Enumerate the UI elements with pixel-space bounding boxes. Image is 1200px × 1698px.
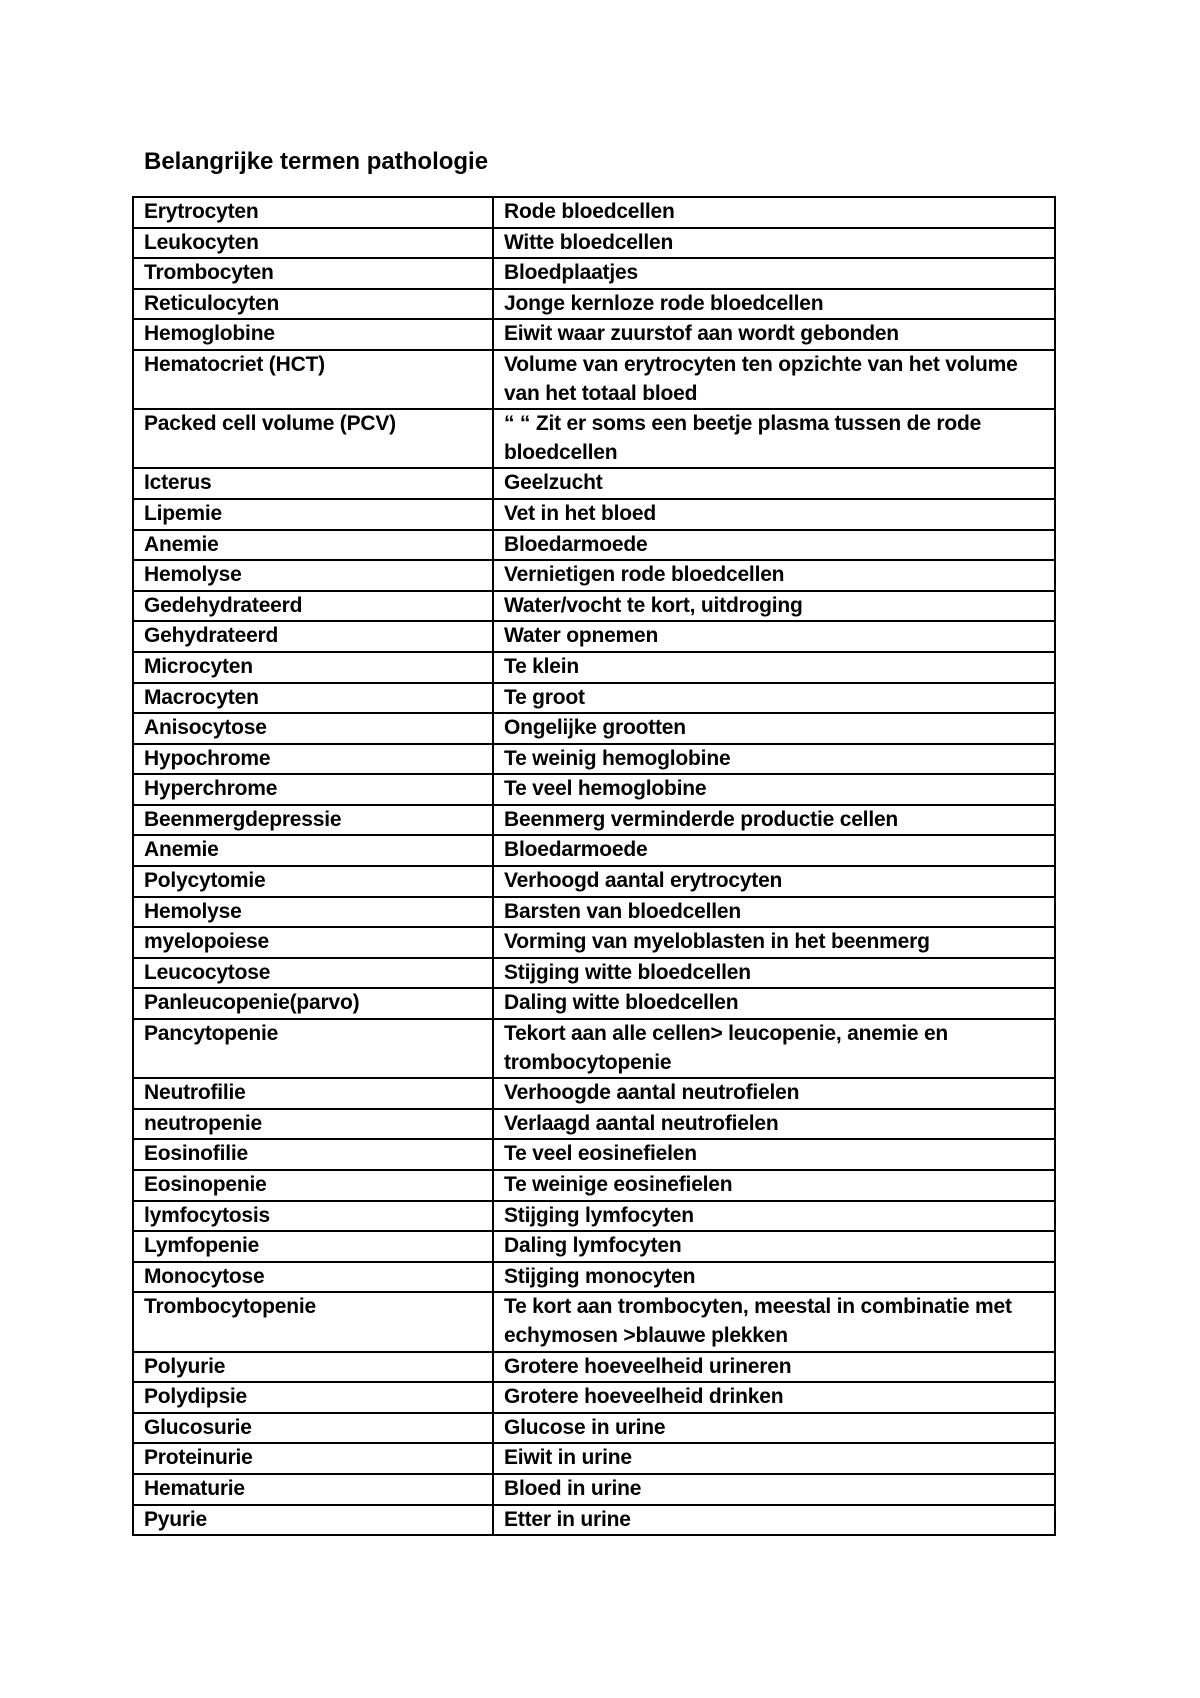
term-cell: Polycytomie — [133, 866, 493, 897]
definition-cell: Jonge kernloze rode bloedcellen — [493, 289, 1055, 320]
definition-cell: Eiwit waar zuurstof aan wordt gebonden — [493, 319, 1055, 350]
term-cell: Hypochrome — [133, 744, 493, 775]
term-cell: Pyurie — [133, 1505, 493, 1536]
term-cell: Proteinurie — [133, 1443, 493, 1474]
table-row — [133, 621, 1055, 652]
table-row — [133, 805, 1055, 836]
definition-cell: Geelzucht — [493, 468, 1055, 499]
definition-cell: Tekort aan alle cellen> leucopenie, anemie en trombocytopenie — [493, 1019, 1055, 1078]
table-row — [133, 1170, 1055, 1201]
table-row — [133, 468, 1055, 499]
terms-table — [132, 196, 1056, 1536]
table-row — [133, 713, 1055, 744]
term-cell: Beenmergdepressie — [133, 805, 493, 836]
term-cell: Hemolyse — [133, 560, 493, 591]
table-row — [133, 1262, 1055, 1293]
term-cell: Gehydrateerd — [133, 621, 493, 652]
definition-cell: Bloedarmoede — [493, 530, 1055, 561]
table-row — [133, 1292, 1055, 1351]
definition-cell: Vorming van myeloblasten in het beenmerg — [493, 927, 1055, 958]
term-cell: Gedehydrateerd — [133, 591, 493, 622]
definition-cell: Stijging lymfocyten — [493, 1201, 1055, 1232]
table-row — [133, 228, 1055, 259]
definition-cell: Rode bloedcellen — [493, 197, 1055, 228]
table-row — [133, 774, 1055, 805]
definition-cell: Verlaagd aantal neutrofielen — [493, 1109, 1055, 1140]
table-row — [133, 1019, 1055, 1078]
table-row — [133, 1474, 1055, 1505]
definition-cell: Bloedplaatjes — [493, 258, 1055, 289]
definition-cell: Witte bloedcellen — [493, 228, 1055, 259]
term-cell: Polydipsie — [133, 1382, 493, 1413]
definition-cell: Te veel hemoglobine — [493, 774, 1055, 805]
term-cell: Glucosurie — [133, 1413, 493, 1444]
definition-cell: Daling witte bloedcellen — [493, 988, 1055, 1019]
term-cell: Neutrofilie — [133, 1078, 493, 1109]
term-cell: Pancytopenie — [133, 1019, 493, 1078]
table-row — [133, 835, 1055, 866]
term-cell: Lymfopenie — [133, 1231, 493, 1262]
table-row — [133, 1139, 1055, 1170]
definition-cell: Vet in het bloed — [493, 499, 1055, 530]
term-cell: lymfocytosis — [133, 1201, 493, 1232]
definition-cell: Stijging monocyten — [493, 1262, 1055, 1293]
term-cell: Anisocytose — [133, 713, 493, 744]
table-row — [133, 927, 1055, 958]
term-cell: Polyurie — [133, 1352, 493, 1383]
term-cell: Leukocyten — [133, 228, 493, 259]
term-cell: Panleucopenie(parvo) — [133, 988, 493, 1019]
term-cell: Trombocyten — [133, 258, 493, 289]
term-cell: Anemie — [133, 530, 493, 561]
definition-cell: Grotere hoeveelheid drinken — [493, 1382, 1055, 1413]
term-cell: Eosinopenie — [133, 1170, 493, 1201]
table-row — [133, 652, 1055, 683]
term-cell: Packed cell volume (PCV) — [133, 409, 493, 468]
table-row — [133, 683, 1055, 714]
term-cell: Leucocytose — [133, 958, 493, 989]
definition-cell: Water opnemen — [493, 621, 1055, 652]
table-row — [133, 319, 1055, 350]
term-cell: neutropenie — [133, 1109, 493, 1140]
definition-cell: Stijging witte bloedcellen — [493, 958, 1055, 989]
term-cell: Erytrocyten — [133, 197, 493, 228]
term-cell: Macrocyten — [133, 683, 493, 714]
table-row — [133, 958, 1055, 989]
definition-cell: Daling lymfocyten — [493, 1231, 1055, 1262]
definition-cell: Verhoogd aantal erytrocyten — [493, 866, 1055, 897]
table-row — [133, 530, 1055, 561]
definition-cell: Bloed in urine — [493, 1474, 1055, 1505]
table-row — [133, 1078, 1055, 1109]
table-row — [133, 258, 1055, 289]
term-cell: Monocytose — [133, 1262, 493, 1293]
term-cell: myelopoiese — [133, 927, 493, 958]
table-row — [133, 197, 1055, 228]
table-row — [133, 1231, 1055, 1262]
definition-cell: Te veel eosinefielen — [493, 1139, 1055, 1170]
definition-cell: Volume van erytrocyten ten opzichte van het volume van het totaal bloed — [493, 350, 1055, 409]
table-row — [133, 866, 1055, 897]
table-row — [133, 499, 1055, 530]
table-row — [133, 1201, 1055, 1232]
term-cell: Icterus — [133, 468, 493, 499]
definition-cell: Water/vocht te kort, uitdroging — [493, 591, 1055, 622]
table-row — [133, 560, 1055, 591]
term-cell: Hemolyse — [133, 897, 493, 928]
definition-cell: Eiwit in urine — [493, 1443, 1055, 1474]
table-row — [133, 1109, 1055, 1140]
term-cell: Reticulocyten — [133, 289, 493, 320]
definition-cell: Glucose in urine — [493, 1413, 1055, 1444]
term-cell: Hyperchrome — [133, 774, 493, 805]
definition-cell: Etter in urine — [493, 1505, 1055, 1536]
table-row — [133, 350, 1055, 409]
definition-cell: Ongelijke grootten — [493, 713, 1055, 744]
page-title: Belangrijke termen pathologie — [144, 148, 489, 175]
term-cell: Hemoglobine — [133, 319, 493, 350]
definition-cell: Beenmerg verminderde productie cellen — [493, 805, 1055, 836]
term-cell: Hematocriet (HCT) — [133, 350, 493, 409]
table-row — [133, 409, 1055, 468]
table-row — [133, 1382, 1055, 1413]
table-row — [133, 1505, 1055, 1536]
table-row — [133, 988, 1055, 1019]
table-row — [133, 591, 1055, 622]
term-cell: Anemie — [133, 835, 493, 866]
table-row — [133, 897, 1055, 928]
term-cell: Trombocytopenie — [133, 1292, 493, 1351]
term-cell: Microcyten — [133, 652, 493, 683]
definition-cell: Te weinige eosinefielen — [493, 1170, 1055, 1201]
definition-cell: Grotere hoeveelheid urineren — [493, 1352, 1055, 1383]
definition-cell: “ “ Zit er soms een beetje plasma tussen de rode bloedcellen — [493, 409, 1055, 468]
definition-cell: Barsten van bloedcellen — [493, 897, 1055, 928]
definition-cell: Te weinig hemoglobine — [493, 744, 1055, 775]
definition-cell: Bloedarmoede — [493, 835, 1055, 866]
table-row — [133, 1413, 1055, 1444]
terms-table-body — [133, 197, 1055, 1535]
table-row — [133, 1443, 1055, 1474]
table-row — [133, 744, 1055, 775]
definition-cell: Te groot — [493, 683, 1055, 714]
table-row — [133, 289, 1055, 320]
definition-cell: Te kort aan trombocyten, meestal in combinatie met echymosen >blauwe plekken — [493, 1292, 1055, 1351]
term-cell: Hematurie — [133, 1474, 493, 1505]
definition-cell: Vernietigen rode bloedcellen — [493, 560, 1055, 591]
term-cell: Lipemie — [133, 499, 493, 530]
term-cell: Eosinofilie — [133, 1139, 493, 1170]
definition-cell: Te klein — [493, 652, 1055, 683]
definition-cell: Verhoogde aantal neutrofielen — [493, 1078, 1055, 1109]
table-row — [133, 1352, 1055, 1383]
